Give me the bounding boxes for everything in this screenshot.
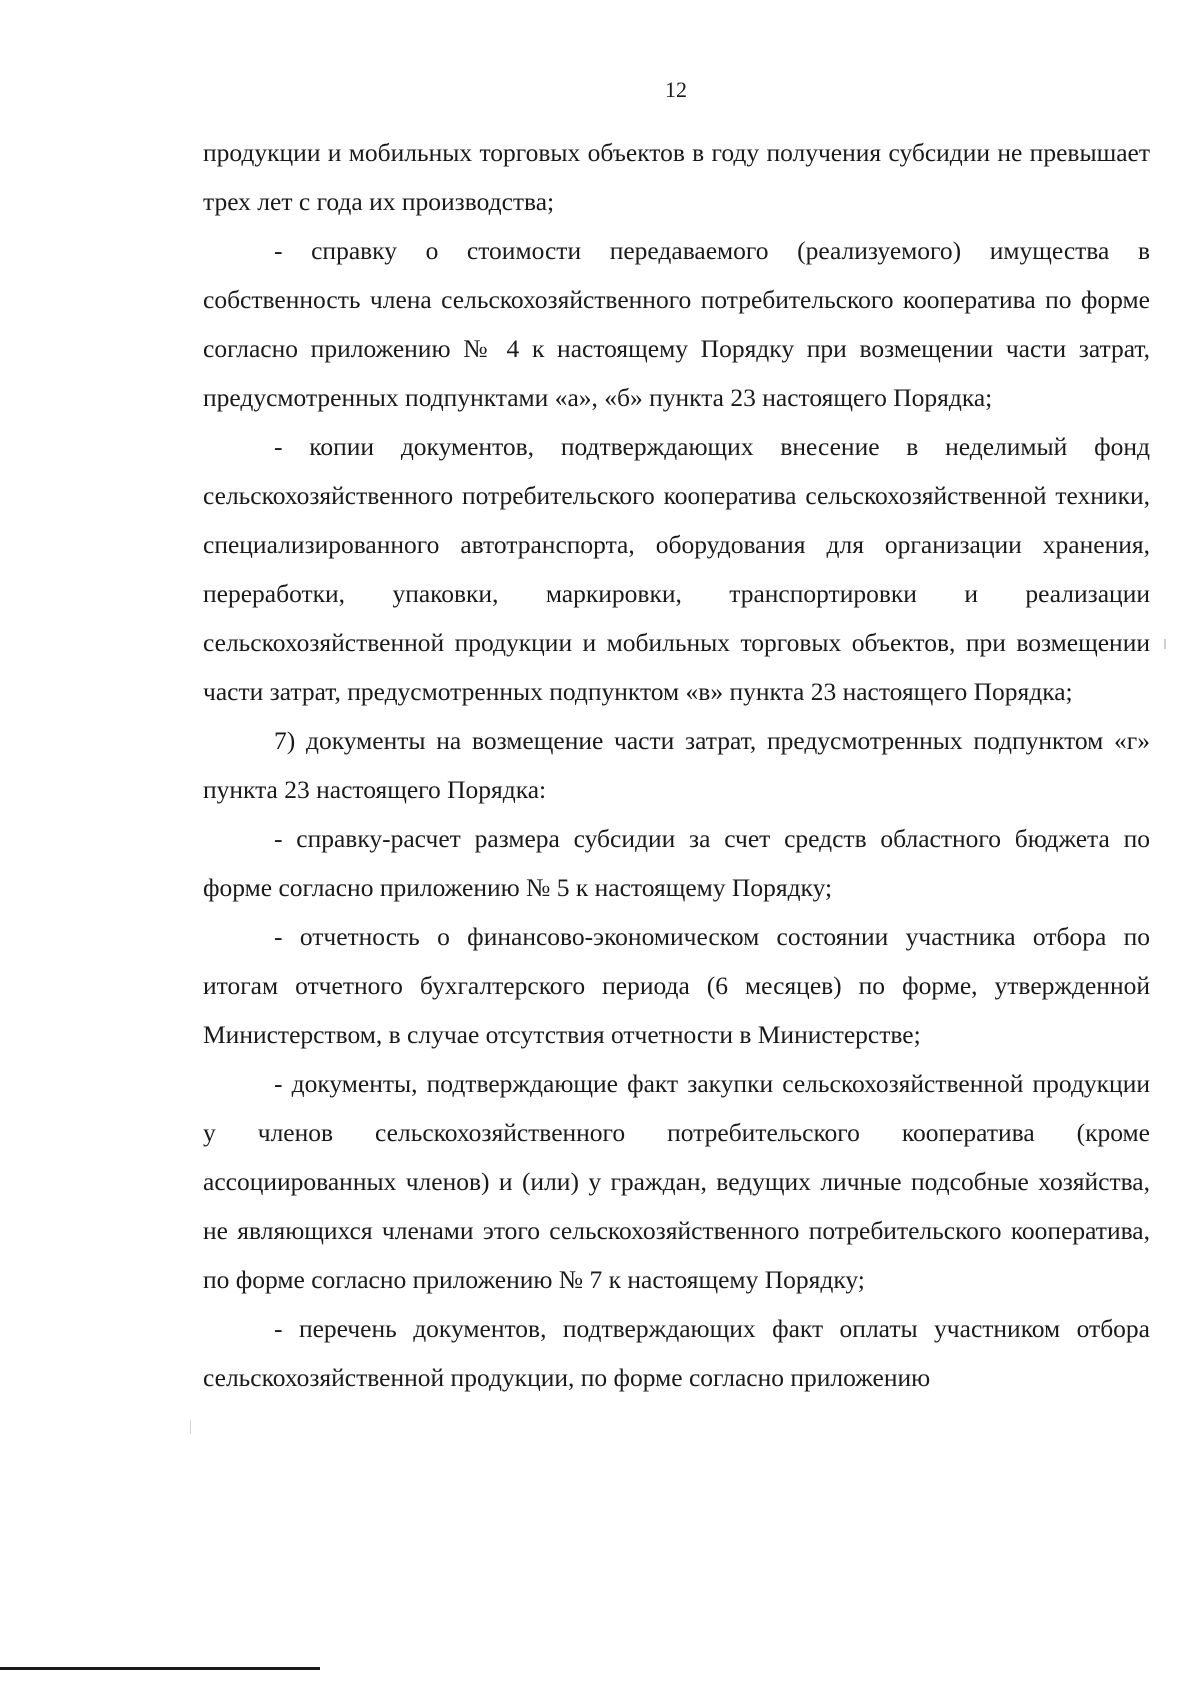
scan-artifact (1164, 639, 1166, 649)
scan-artifact (190, 1420, 191, 1434)
paragraph-continuation: продукции и мобильных торговых объектов в году получения субсидии не превышает трех лет с года их производства; (203, 138, 1150, 216)
paragraph-property-value-certificate: - справку о стоимости передаваемого (реализуемого) имущества в собственность члена сельскохозяйственного потребительского кооператива по форме согласно приложению № 4 к настоящему Порядку при возмещении части затрат, предусмотренных подпунктами «а», «б» пункта 23 настоящего Порядка; (203, 236, 1150, 412)
paragraph-payment-documents-list: - перечень документов, подтверждающих факт оплаты участником отбора сельскохозяйственной продукции, по форме согласно приложению (203, 1314, 1150, 1392)
paragraph-indivisible-fund-documents: - копии документов, подтверждающих внесение в неделимый фонд сельскохозяйственного потребительского кооператива сельскохозяйственной техники, специализированного автотранспорта, оборудования для организации хранения, переработки, упаковки, маркировки, транспортировки и реализации сельскохозяйственной продукции и мобильных торговых объектов, при возмещении части затрат, предусмотренных подпунктом «в» пункта 23 настоящего Порядка; (203, 432, 1150, 706)
paragraph-purchase-documents: - документы, подтверждающие факт закупки сельскохозяйственной продукции у членов сельскохозяйственного потребительского кооператива (кроме ассоциированных членов) и (или) у граждан, ведущих личные подсобные хозяйства, не являющихся членами этого сельскохозяйственного потребительского кооператива, по форме согласно приложению № 7 к настоящему Порядку; (203, 1069, 1150, 1294)
document-body (203, 128, 1150, 1402)
paragraph-financial-reporting: - отчетность о финансово-экономическом состоянии участника отбора по итогам отчетного бухгалтерского периода (6 месяцев) по форме, утвержденной Министерством, в случае отсутствия отчетности в Министерстве; (203, 922, 1150, 1049)
footer-rule (0, 1667, 320, 1670)
paragraph-subsidy-calculation: - справку-расчет размера субсидии за счет средств областного бюджета по форме согласно приложению № 5 к настоящему Порядку; (203, 824, 1150, 902)
page-number: 12 (665, 77, 687, 102)
paragraph-item-7: 7) документы на возмещение части затрат, предусмотренных подпунктом «г» пункта 23 настоящего Порядка: (203, 726, 1150, 804)
